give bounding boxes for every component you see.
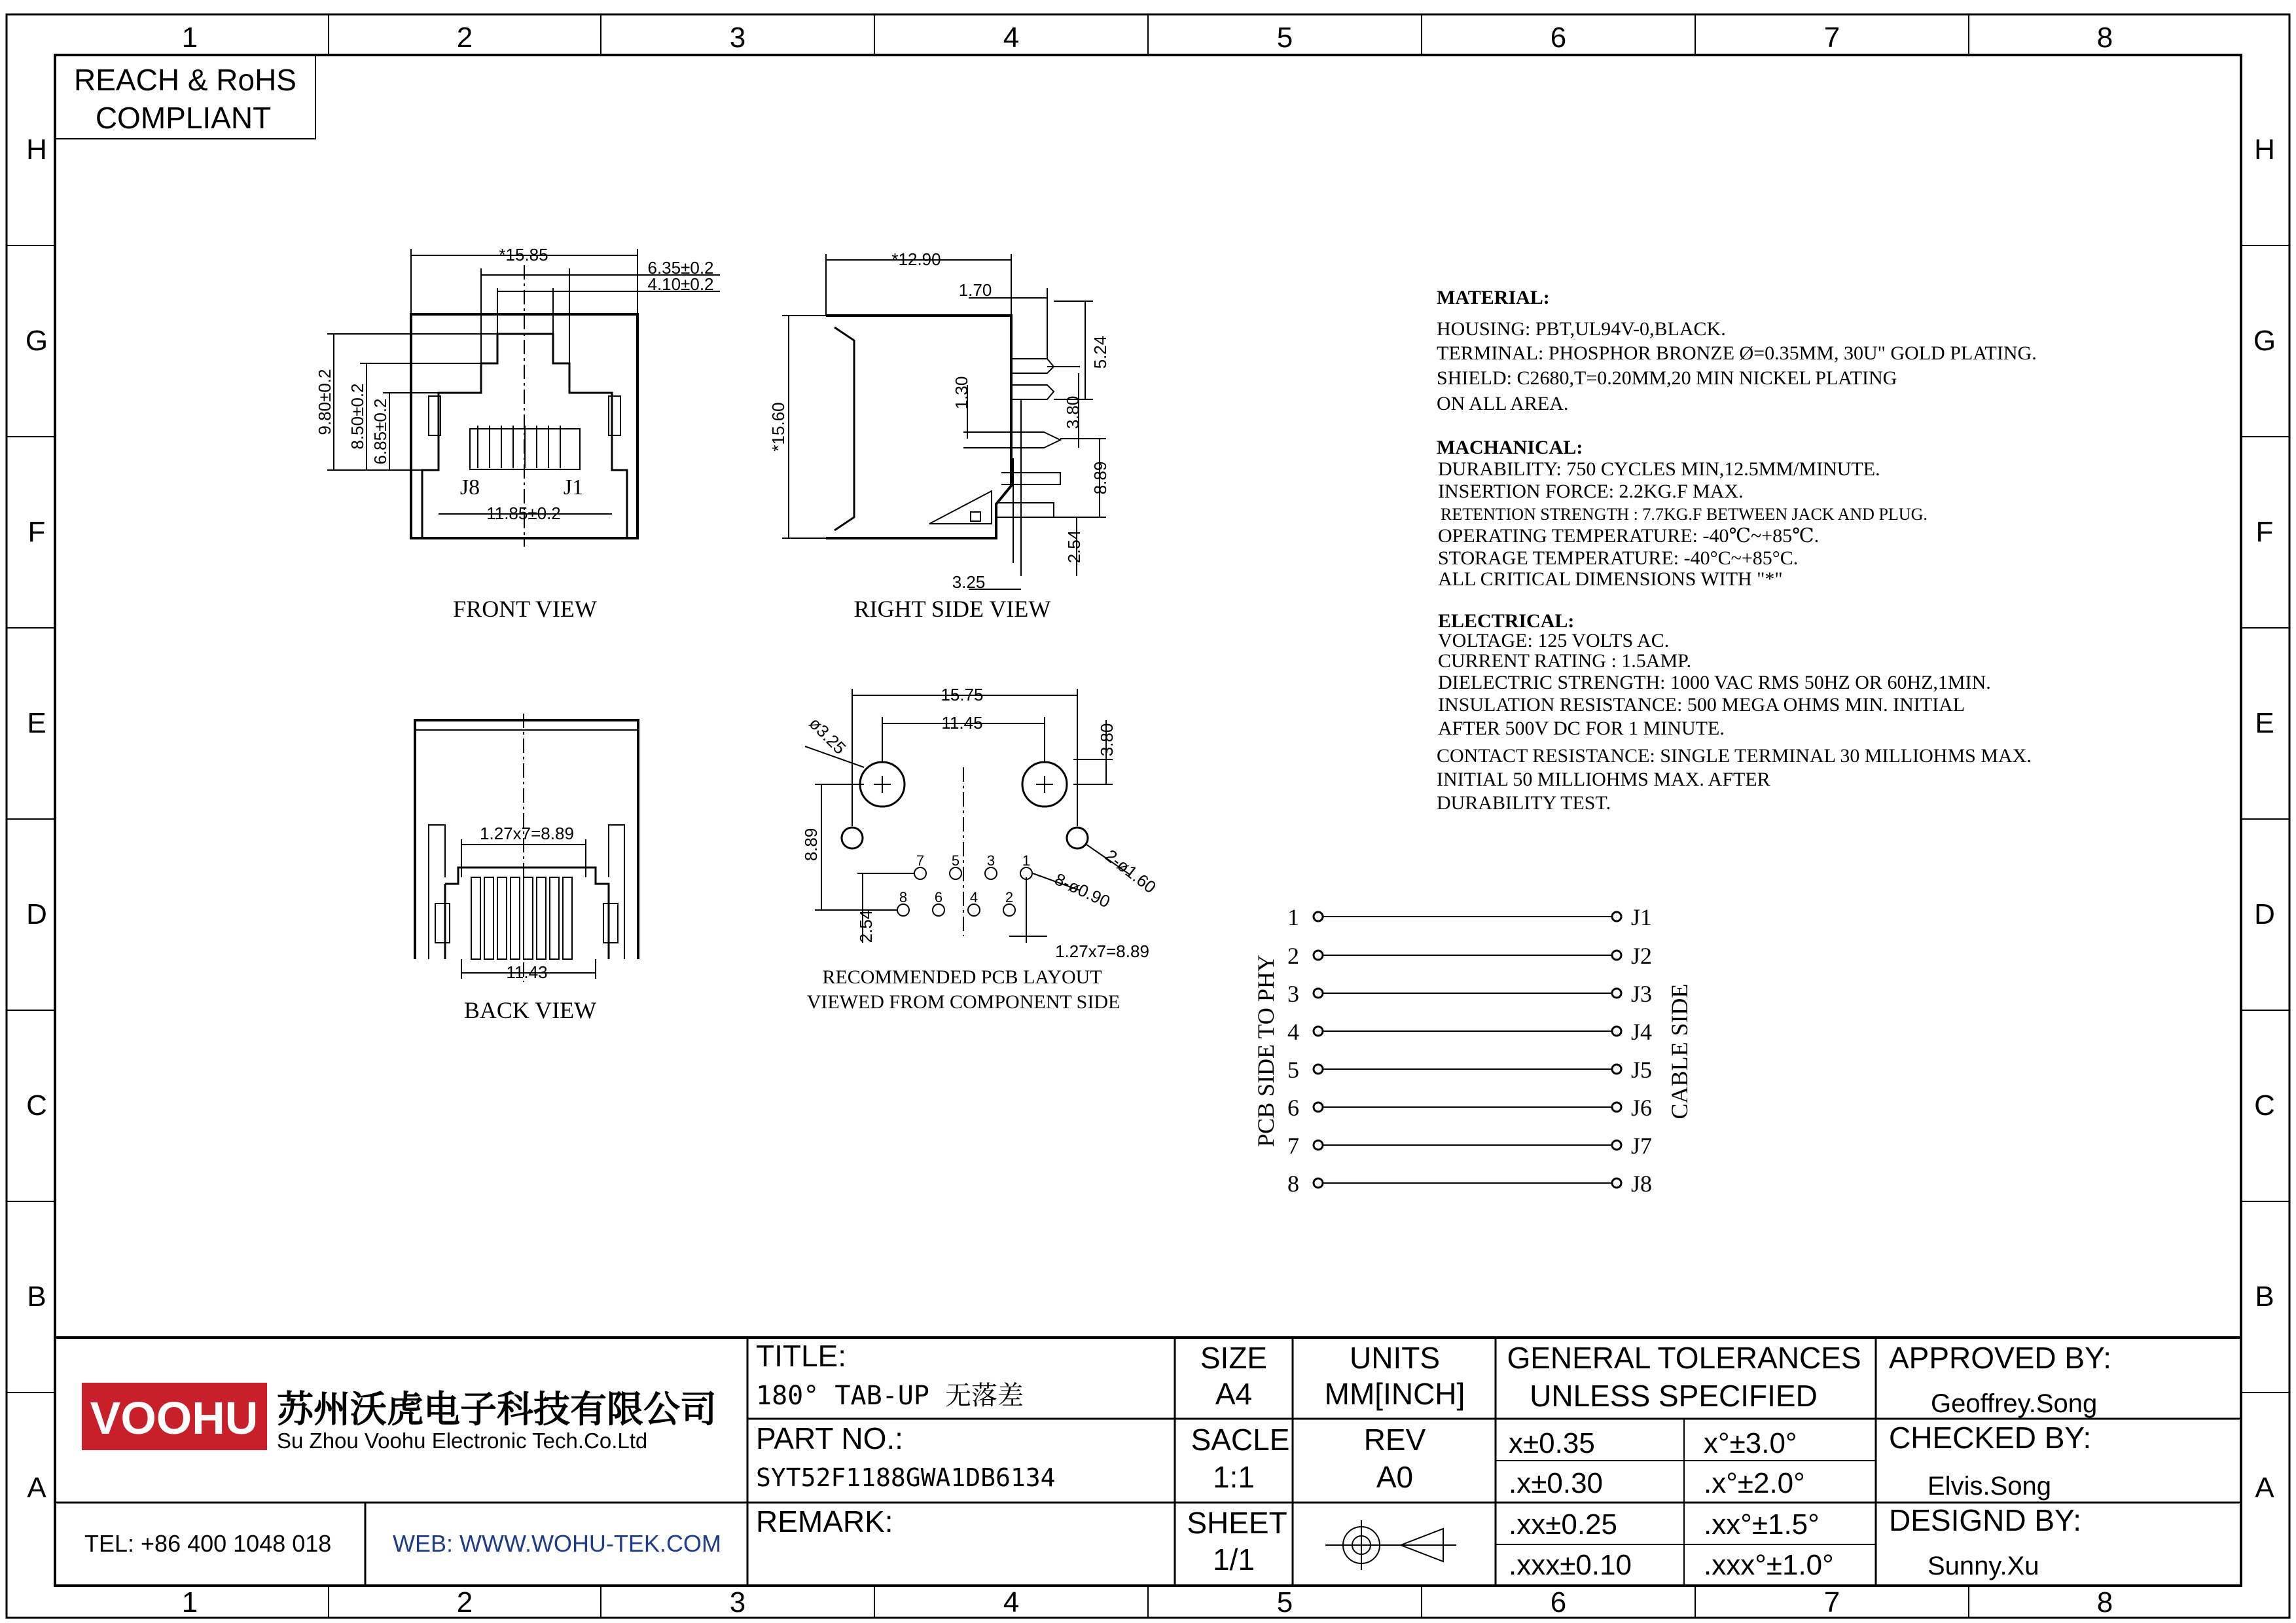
notes-block: [1437, 287, 2037, 814]
scale-value: 1:1: [1213, 1460, 1255, 1494]
dim-380: 3.80: [1063, 395, 1083, 429]
row-label-right: H: [2254, 134, 2275, 166]
electrical-line: INITIAL 50 MILLIOHMS MAX. AFTER: [1437, 769, 1770, 790]
phy-pin: 7: [1287, 1133, 1299, 1159]
row-label-right: G: [2253, 325, 2276, 357]
sheet-value: 1/1: [1213, 1542, 1255, 1577]
col-label-top: 8: [2096, 22, 2113, 54]
row-label-left: B: [27, 1281, 46, 1313]
dim-1560: *15.60: [768, 402, 788, 452]
designed-label: DESIGND BY:: [1889, 1503, 2081, 1537]
cable-pin: J2: [1631, 943, 1653, 969]
logo-text: VOOHU: [90, 1393, 259, 1444]
row-label-left: F: [27, 516, 46, 548]
phy-pin: 6: [1287, 1095, 1299, 1121]
title-value: 180° TAB-UP 无落差: [756, 1381, 1024, 1411]
dim-254: 2.54: [856, 909, 876, 943]
dim-410: 4.10±0.2: [647, 274, 714, 294]
rev-label: REV: [1363, 1423, 1426, 1457]
mechanical-line: OPERATING TEMPERATURE: -40℃~+85℃.: [1438, 525, 1820, 547]
row-label-left: A: [27, 1472, 46, 1504]
dim-1145: 11.45: [941, 713, 983, 733]
electrical-line: AFTER 500V DC FOR 1 MINUTE.: [1438, 718, 1725, 739]
dim-1143: 11.43: [506, 962, 548, 982]
front-view-caption: FRONT VIEW: [453, 596, 597, 622]
pin-number: 7: [916, 852, 925, 869]
dim-130: 1.30: [952, 376, 971, 410]
front-view: [315, 245, 720, 622]
units-label: UNITS: [1350, 1341, 1440, 1375]
pin-number: 3: [986, 852, 996, 869]
dim-170: 1.70: [958, 280, 992, 300]
row-label-left: G: [25, 325, 48, 357]
compliance-line2: COMPLIANT: [95, 101, 272, 135]
pin-number: 1: [1022, 852, 1031, 869]
material-line: TERMINAL: PHOSPHOR BRONZE Ø=0.35MM, 30U" GOLD PLATING.: [1437, 342, 2037, 364]
tolerance-heading-2: UNLESS SPECIFIED: [1530, 1379, 1818, 1413]
col-label-top: 5: [1276, 22, 1293, 54]
title-label: TITLE:: [756, 1339, 847, 1373]
right-side-view: [768, 249, 1110, 622]
size-label: SIZE: [1200, 1341, 1268, 1375]
phy-pin: 3: [1287, 981, 1299, 1007]
material-heading: MATERIAL:: [1437, 287, 1550, 308]
tolerance-angular: .xx°±1.5°: [1704, 1508, 1820, 1541]
phy-pin: 5: [1287, 1057, 1299, 1083]
phy-pin: 2: [1287, 943, 1299, 969]
material-line: SHIELD: C2680,T=0.20MM,20 MIN NICKEL PLATING: [1437, 367, 1897, 389]
sheet-label: SHEET: [1187, 1506, 1287, 1540]
rev-value: A0: [1376, 1460, 1414, 1494]
tel: TEL: +86 400 1048 018: [84, 1530, 332, 1557]
dim-width: *15.85: [499, 245, 548, 264]
cable-pin: J5: [1631, 1057, 1653, 1083]
row-label-right: C: [2254, 1089, 2275, 1122]
pin-number: 6: [934, 889, 943, 905]
dim-850: 8.50±0.2: [348, 383, 367, 450]
cable-pin: J1: [1631, 904, 1653, 930]
tolerance-heading-1: GENERAL TOLERANCES: [1507, 1341, 1861, 1375]
col-label-bottom: 8: [2096, 1586, 2113, 1618]
dim-980: 9.80±0.2: [315, 369, 334, 435]
units-value: MM[INCH]: [1324, 1377, 1465, 1411]
material-line: ON ALL AREA.: [1437, 393, 1569, 414]
col-label-top: 4: [1003, 22, 1020, 54]
col-label-bottom: 4: [1003, 1586, 1020, 1618]
electrical-line: CONTACT RESISTANCE: SINGLE TERMINAL 30 MILLIOHMS MAX.: [1437, 745, 2032, 767]
pcb-caption-line1: RECOMMENDED PCB LAYOUT: [822, 966, 1102, 988]
row-label-left: H: [26, 134, 47, 166]
phy-pin: 8: [1287, 1171, 1299, 1197]
dim-635: 6.35±0.2: [647, 258, 714, 278]
cable-side-label: CABLE SIDE: [1666, 983, 1693, 1120]
row-label-right: F: [2255, 516, 2274, 548]
electrical-line: DIELECTRIC STRENGTH: 1000 VAC RMS 50HZ OR 60HZ,1MIN.: [1438, 672, 1991, 693]
col-label-top: 1: [181, 22, 198, 54]
col-label-top: 2: [456, 22, 473, 54]
mechanical-line: STORAGE TEMPERATURE: -40°C~+85°C.: [1438, 547, 1799, 569]
mechanical-heading: MACHANICAL:: [1437, 437, 1583, 458]
title-block: [55, 1338, 2241, 1586]
compliance-line1: REACH & RoHS: [74, 63, 296, 97]
company-name-cn: 苏州沃虎电子科技有限公司: [277, 1389, 717, 1430]
row-label-right: D: [2254, 898, 2275, 930]
pin-number: 8: [899, 889, 908, 905]
dim-685: 6.85±0.2: [370, 398, 390, 465]
dim-325: 3.25: [952, 572, 986, 592]
col-label-bottom: 7: [1823, 1586, 1840, 1618]
electrical-line: VOLTAGE: 125 VOLTS AC.: [1438, 630, 1670, 651]
pcb-side-label: PCB SIDE TO PHY: [1253, 955, 1279, 1147]
mechanical-line: ALL CRITICAL DIMENSIONS WITH "*": [1438, 568, 1783, 590]
electrical-line: DURABILITY TEST.: [1437, 792, 1611, 814]
material-line: HOUSING: PBT,UL94V-0,BLACK.: [1437, 318, 1726, 340]
dim-diameter-090: 8-ø0.90: [1051, 869, 1113, 912]
col-label-bottom: 3: [729, 1586, 746, 1618]
mechanical-line: INSERTION FORCE: 2.2KG.F MAX.: [1438, 481, 1744, 502]
compliance-box: [55, 55, 315, 139]
company-name-en: Su Zhou Voohu Electronic Tech.Co.Ltd: [277, 1429, 648, 1453]
dim-diameter-325: ø3.25: [805, 713, 850, 758]
approved-value: Geoffrey.Song: [1931, 1389, 2098, 1418]
dim-380: 3.80: [1097, 723, 1117, 757]
pcb-layout: [801, 685, 1160, 1013]
row-label-right: B: [2255, 1281, 2274, 1313]
pin-number: 2: [1005, 889, 1014, 905]
tolerance-angular: x°±3.0°: [1704, 1427, 1797, 1459]
row-label-left: C: [26, 1089, 47, 1122]
tolerance-linear: .x±0.30: [1509, 1467, 1604, 1499]
label-j1: J1: [563, 475, 584, 500]
col-label-bottom: 2: [456, 1586, 473, 1618]
electrical-heading: ELECTRICAL:: [1438, 610, 1575, 632]
scale-label: SACLE: [1191, 1423, 1290, 1457]
third-angle-projection-icon: [1325, 1520, 1456, 1570]
dim-1185: 11.85±0.2: [486, 503, 561, 523]
row-label-left: E: [27, 707, 46, 739]
col-label-bottom: 1: [181, 1586, 198, 1618]
cable-pin: J3: [1631, 981, 1653, 1007]
phy-pin: 4: [1287, 1019, 1299, 1045]
mechanical-line: RETENTION STRENGTH : 7.7KG.F BETWEEN JACK AND PLUG.: [1441, 505, 1928, 524]
wiring-schematic: [1253, 904, 1693, 1197]
electrical-line: INSULATION RESISTANCE: 500 MEGA OHMS MIN. INITIAL: [1438, 694, 1965, 716]
right-view-caption: RIGHT SIDE VIEW: [853, 596, 1051, 622]
row-label-left: D: [26, 898, 47, 930]
phy-pin: 1: [1287, 904, 1299, 930]
tolerance-angular: .x°±2.0°: [1704, 1467, 1805, 1499]
part-value: SYT52F1188GWA1DB6134: [756, 1463, 1056, 1492]
drawing-frame: [7, 14, 2289, 1618]
tolerance-linear: x±0.35: [1509, 1427, 1595, 1459]
row-label-right: A: [2255, 1472, 2274, 1504]
col-label-top: 7: [1823, 22, 1840, 54]
cable-pin: J6: [1631, 1095, 1653, 1121]
pcb-caption-line2: VIEWED FROM COMPONENT SIDE: [806, 991, 1121, 1013]
dim-1575: 15.75: [941, 685, 984, 704]
dim-pitch: 1.27x7=8.89: [1055, 941, 1149, 961]
dim-1290: *12.90: [891, 249, 941, 269]
designed-value: Sunny.Xu: [1928, 1552, 2039, 1580]
approved-label: APPROVED BY:: [1889, 1341, 2112, 1375]
size-value: A4: [1215, 1377, 1253, 1411]
cable-pin: J7: [1631, 1133, 1653, 1159]
dim-diameter-160: 2-ø1.60: [1101, 845, 1160, 898]
dim-pitch: 1.27x7=8.89: [480, 824, 574, 843]
company-logo: [82, 1383, 267, 1450]
cable-pin: J4: [1631, 1019, 1653, 1045]
web-link[interactable]: WEB: WWW.WOHU-TEK.COM: [393, 1530, 721, 1557]
label-j8: J8: [459, 475, 480, 500]
checked-label: CHECKED BY:: [1889, 1421, 2092, 1455]
pin-number: 4: [969, 889, 978, 905]
dim-254: 2.54: [1064, 530, 1084, 564]
electrical-line: CURRENT RATING : 1.5AMP.: [1438, 650, 1691, 672]
remark-label: REMARK:: [756, 1504, 893, 1539]
tolerance-linear: .xx±0.25: [1509, 1508, 1618, 1541]
checked-value: Elvis.Song: [1928, 1472, 2051, 1501]
col-label-bottom: 5: [1276, 1586, 1293, 1618]
back-view: [415, 714, 638, 1023]
back-view-caption: BACK VIEW: [463, 997, 597, 1023]
tolerance-angular: .xxx°±1.0°: [1704, 1549, 1834, 1581]
dim-889: 8.89: [801, 828, 821, 862]
col-label-bottom: 6: [1550, 1586, 1567, 1618]
dim-889: 8.89: [1090, 461, 1110, 495]
row-label-right: E: [2255, 707, 2274, 739]
part-label: PART NO.:: [756, 1421, 903, 1455]
mechanical-line: DURABILITY: 750 CYCLES MIN,12.5MM/MINUTE.: [1438, 458, 1880, 480]
pin-number: 5: [951, 852, 960, 869]
tolerance-linear: .xxx±0.10: [1509, 1549, 1632, 1581]
col-label-top: 3: [729, 22, 746, 54]
col-label-top: 6: [1550, 22, 1567, 54]
cable-pin: J8: [1631, 1171, 1653, 1197]
dim-524: 5.24: [1090, 335, 1110, 369]
